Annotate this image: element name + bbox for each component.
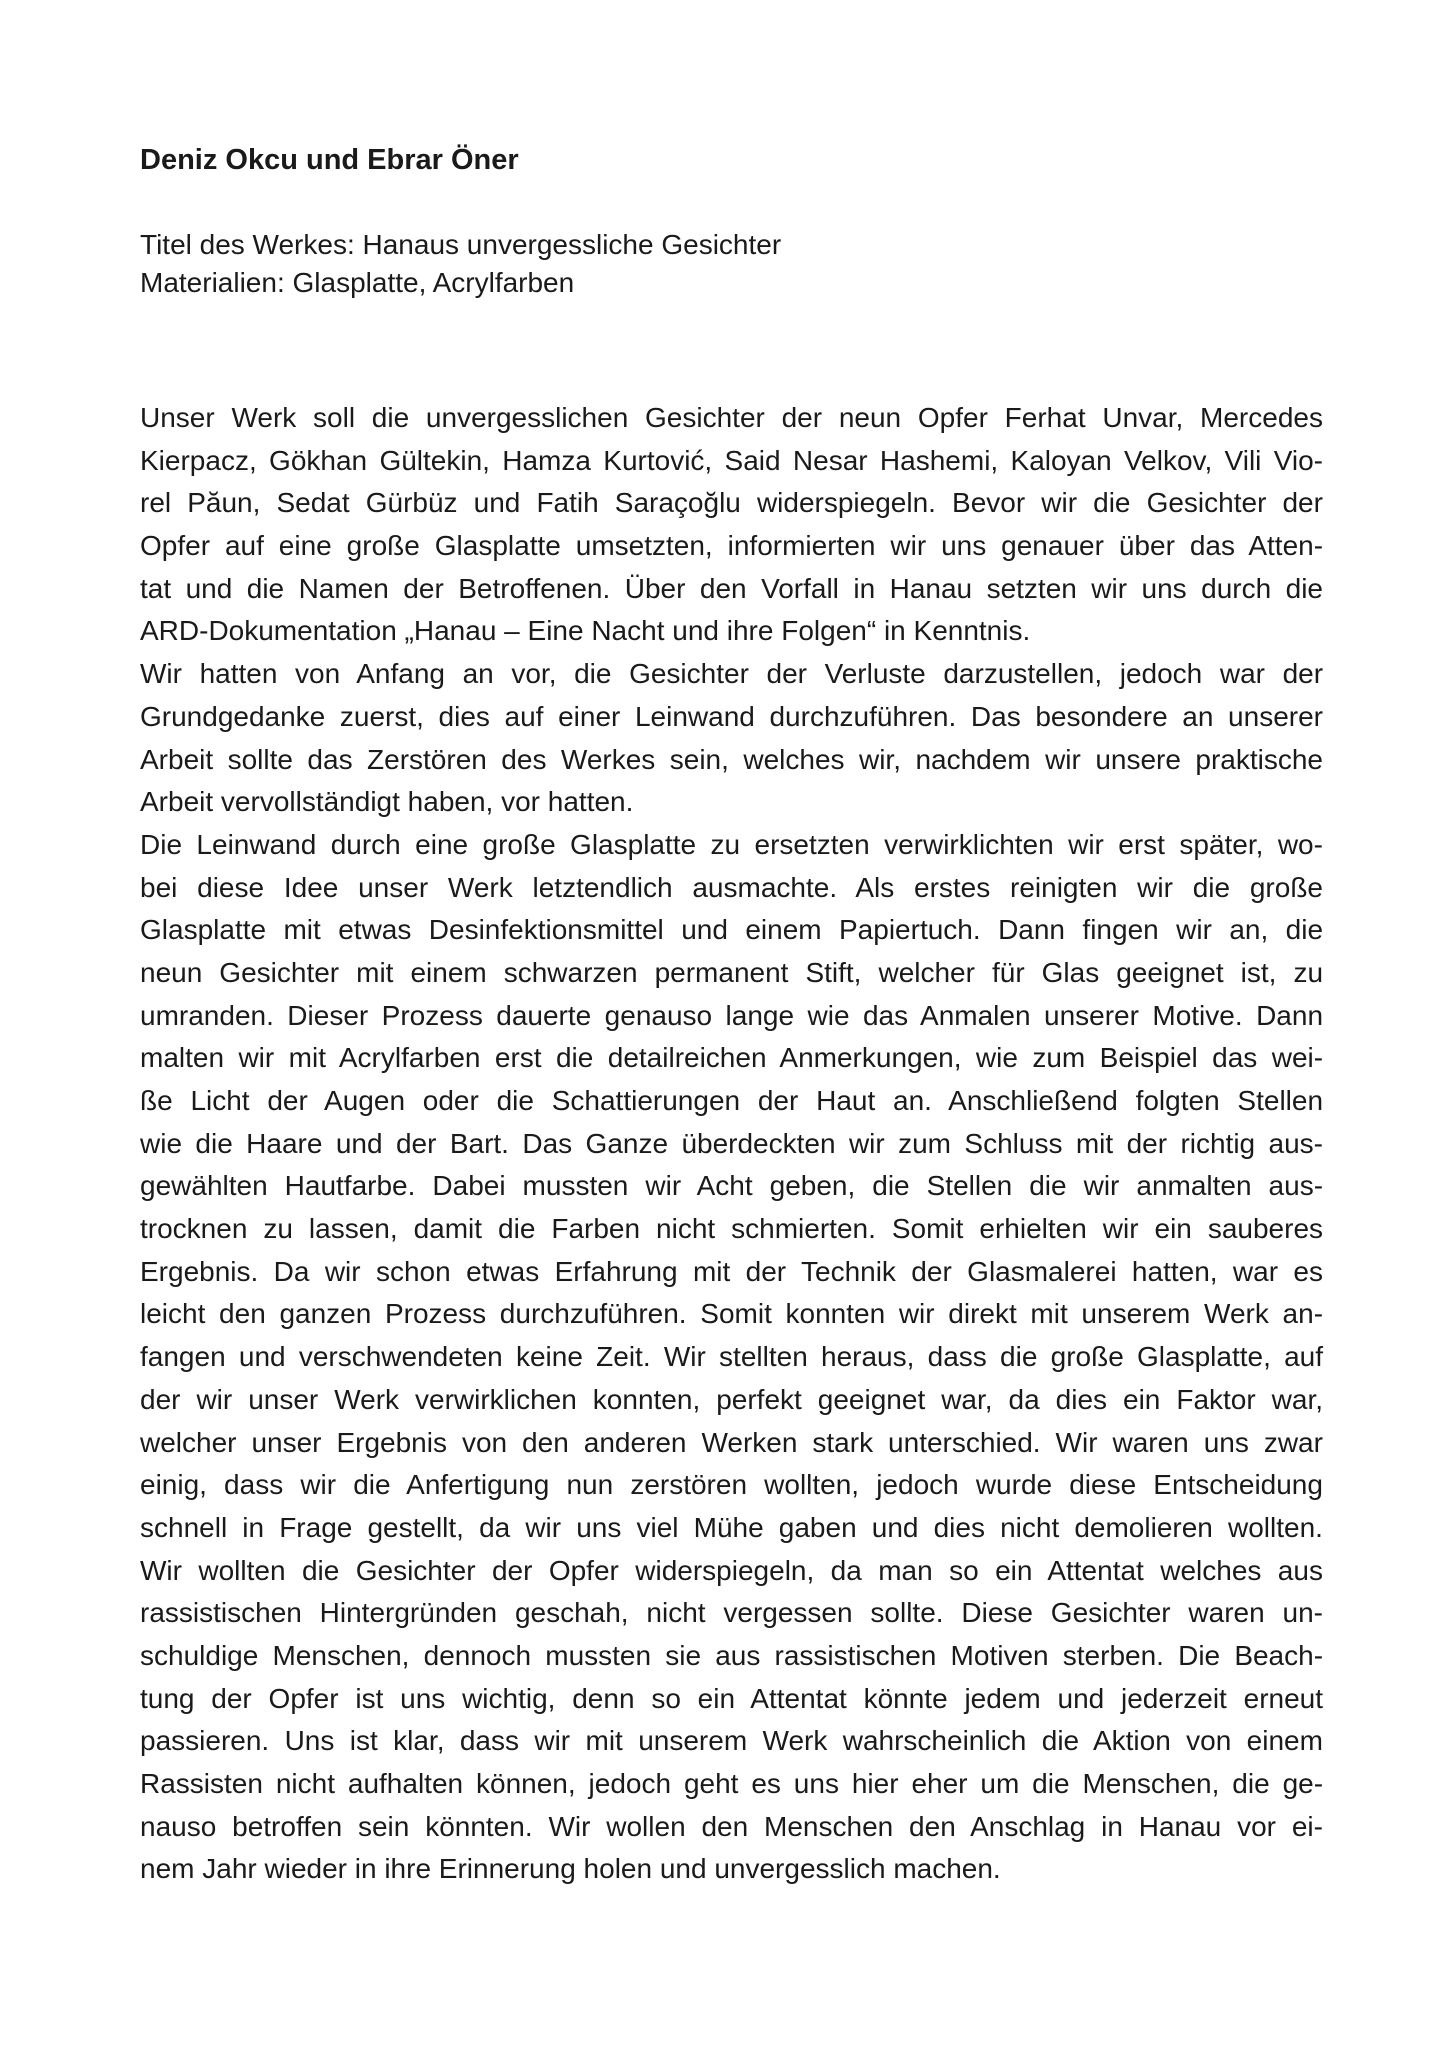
body-line: rassistischen Hintergründen geschah, nicht vergessen sollte. Diese Gesichter waren un-: [140, 1597, 1323, 1629]
body-line: Ergebnis. Da wir schon etwas Erfahrung mit der Technik der Glasmalerei hatten, war es: [140, 1255, 1323, 1287]
body-line: schnell in Frage gestellt, da wir uns viel Mühe gaben und dies nicht demolieren wollten.: [140, 1511, 1323, 1543]
body-line: umranden. Dieser Prozess dauerte genauso lange wie das Anmalen unserer Motive. Dann: [140, 999, 1324, 1031]
body-line: schuldige Menschen, dennoch mussten sie aus rassistischen Motiven sterben. Die Beach-: [140, 1639, 1324, 1671]
body-line: Opfer auf eine große Glasplatte umsetzten, informierten wir uns genauer über das Atten-: [140, 530, 1324, 562]
body-line: Unser Werk soll die unvergesslichen Gesichter der neun Opfer Ferhat Unvar, Mercedes: [140, 402, 1323, 433]
body-line: passieren. Uns ist klar, dass wir mit unserem Werk wahrscheinlich die Aktion von einem: [140, 1725, 1323, 1757]
body-line: der wir unser Werk verwirklichen konnten, perfekt geeignet war, da dies ein Faktor war,: [140, 1383, 1324, 1415]
body-line: einig, dass wir die Anfertigung nun zerstören wollten, jedoch wurde diese Entscheidung: [140, 1469, 1323, 1501]
body-line: ARD-Dokumentation „Hanau – Eine Nacht und ihre Folgen“ in Kenntnis.: [140, 615, 1031, 647]
body-line: tung der Opfer ist uns wichtig, denn so ein Attentat könnte jedem und jederzeit erneut: [140, 1682, 1324, 1714]
document-page: [140, 0, 1323, 2048]
body-line: nem Jahr wieder in ihre Erinnerung holen und unvergesslich machen.: [140, 1853, 1001, 1885]
body-line: Arbeit sollte das Zerstören des Werkes sein, welches wir, nachdem wir unsere praktische: [140, 743, 1324, 775]
body-line: bei diese Idee unser Werk letztendlich ausmachte. Als erstes reinigten wir die große: [140, 871, 1323, 903]
body-line: Rassisten nicht aufhalten können, jedoch geht es uns hier eher um die Menschen, die ge-: [140, 1768, 1324, 1799]
body-line: nauso betroffen sein könnten. Wir wollen den Menschen den Anschlag in Hanau vor ei-: [140, 1810, 1323, 1842]
work-metadata: [140, 226, 781, 302]
body-line: tat und die Namen der Betroffenen. Über den Vorfall in Hanau setzten wir uns durch die: [140, 572, 1323, 604]
author-heading: Deniz Okcu und Ebrar Öner: [140, 144, 519, 176]
body-line: Glasplatte mit etwas Desinfektionsmittel und einem Papiertuch. Dann fingen wir an, die: [140, 914, 1324, 946]
body-line: Die Leinwand durch eine große Glasplatte zu ersetzten verwirklichten wir erst später, wo-: [140, 828, 1323, 860]
body-line: Grundgedanke zuerst, dies auf einer Leinwand durchzuführen. Das besondere an unserer: [140, 700, 1323, 732]
body-line: rel Păun, Sedat Gürbüz und Fatih Saraçoğlu widerspiegeln. Bevor wir die Gesichter der: [140, 487, 1323, 519]
body-line: Wir wollten die Gesichter der Opfer widerspiegeln, da man so ein Attentat welches aus: [140, 1554, 1323, 1586]
body-line: leicht den ganzen Prozess durchzuführen. Somit konnten wir direkt mit unserem Werk an-: [140, 1298, 1324, 1330]
body-line: Arbeit vervollständigt haben, vor hatten.: [140, 786, 634, 818]
body-text: [140, 397, 1323, 1891]
body-line: wie die Haare und der Bart. Das Ganze überdeckten wir zum Schluss mit der richtig aus-: [140, 1127, 1323, 1159]
body-line: trocknen zu lassen, damit die Farben nicht schmierten. Somit erhielten wir ein sauberes: [140, 1213, 1324, 1245]
body-line: malten wir mit Acrylfarben erst die detailreichen Anmerkungen, wie zum Beispiel das wei-: [140, 1042, 1324, 1074]
body-line: fangen und verschwendeten keine Zeit. Wir stellten heraus, dass die große Glasplatte, auf: [140, 1341, 1324, 1373]
work-title-line: Titel des Werkes: Hanaus unvergessliche Gesichter: [140, 229, 782, 260]
body-line: Kierpacz, Gökhan Gültekin, Hamza Kurtović, Said Nesar Hashemi, Kaloyan Velkov, Vili Vio-: [140, 444, 1324, 476]
body-line: Wir hatten von Anfang an vor, die Gesichter der Verluste darzustellen, jedoch war der: [140, 658, 1324, 690]
body-line: gewählten Hautfarbe. Dabei mussten wir Acht geben, die Stellen die wir anmalten aus-: [140, 1170, 1324, 1202]
body-line: neun Gesichter mit einem schwarzen permanent Stift, welcher für Glas geeignet ist, zu: [140, 956, 1324, 988]
body-line: welcher unser Ergebnis von den anderen Werken stark unterschied. Wir waren uns zwar: [140, 1426, 1323, 1458]
work-materials-line: Materialien: Glasplatte, Acrylfarben: [140, 267, 575, 298]
body-line: ße Licht der Augen oder die Schattierungen der Haut an. Anschließend folgten Stellen: [140, 1085, 1324, 1116]
